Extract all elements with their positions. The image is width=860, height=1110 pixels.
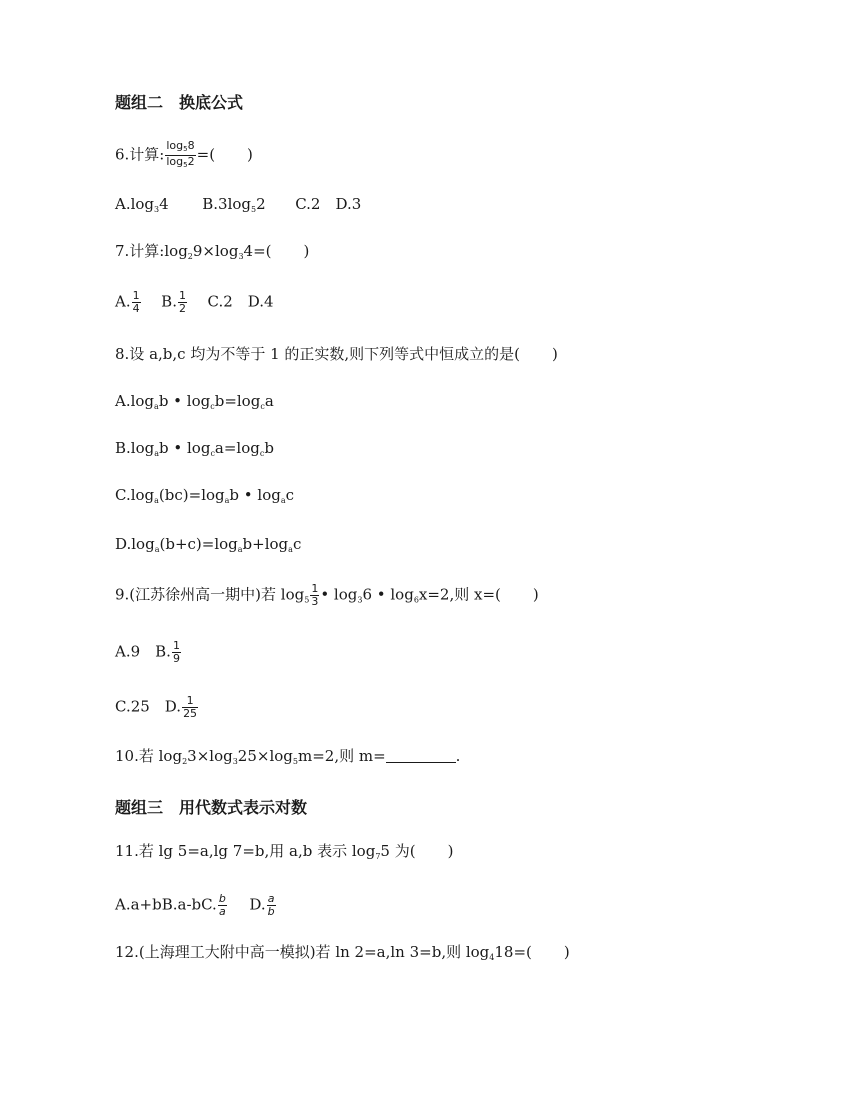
- section-heading-2: 题组二 换底公式: [115, 93, 244, 112]
- question-10: 10.若 $\log_23\times\log_325\times\log_5m=2$,则 m= .: [115, 747, 461, 766]
- fraction: $\frac{\log_58}{\log_52}$: [166, 139, 195, 169]
- question-11-options: A.a+bB.a-bC. $\frac{b}{a}$ D. $\frac{a}{b}$: [115, 892, 275, 918]
- question-6: 6.计算: $\frac{\log_58}{\log_52}$ =( ): [115, 139, 253, 169]
- fraction: $\frac{b}{a}$: [218, 892, 226, 918]
- question-9-options-ab: A.9 B. $\frac{1}{9}$: [115, 639, 180, 665]
- question-12: 12.(上海理工大附中高一模拟)若 ln 2=a,ln 3=b,则 $\log_418=$( ): [115, 943, 570, 962]
- question-8: 8.设 a,b,c 均为不等于 1 的正实数,则下列等式中恒成立的是( ): [115, 345, 558, 363]
- fraction: $\frac{1}{25}$: [183, 694, 198, 720]
- question-9-options-cd: C.25 D. $\frac{1}{25}$: [115, 694, 198, 720]
- question-8-option-a: $A.\log_ab$ • $\log_cb=\log_ca$: [115, 392, 274, 411]
- question-11: 11.若 lg 5=a,lg 7=b,用 a,b 表示 $\log_75$ 为( ): [115, 842, 454, 861]
- fraction: $\frac{1}{4}$: [132, 289, 140, 315]
- section-heading-3: 题组三 用代数式表示对数: [115, 798, 308, 817]
- fraction: $\frac{1}{9}$: [172, 639, 180, 665]
- answer-blank[interactable]: [386, 748, 456, 763]
- fraction: $\frac{1}{3}$: [311, 582, 319, 608]
- question-8-option-d: $D.\log_a(b+c)=\log_ab+\log_ac$: [115, 535, 302, 554]
- question-6-options: $A.\log_34$ $B.3\log_52$ C.2 D.3: [115, 195, 362, 214]
- fraction: $\frac{a}{b}$: [267, 892, 275, 918]
- question-8-option-b: $B.\log_ab$ • $\log_ca=\log_cb$: [115, 439, 274, 458]
- question-9: 9.(江苏徐州高一期中)若 $\log_5$ $\frac{1}{3}$ • $\log_36$ • $\log_6x=2$,则 x=( ): [115, 582, 539, 608]
- question-8-option-c: $C.\log_a(bc)=\log_ab$ • $\log_ac$: [115, 486, 295, 505]
- fraction: $\frac{1}{2}$: [178, 289, 186, 315]
- question-7-options: A. $\frac{1}{4}$ B. $\frac{1}{2}$ C.2 D.4: [115, 289, 274, 315]
- question-7: 7.计算$:\log_29\times\log_34=$( ): [115, 242, 310, 261]
